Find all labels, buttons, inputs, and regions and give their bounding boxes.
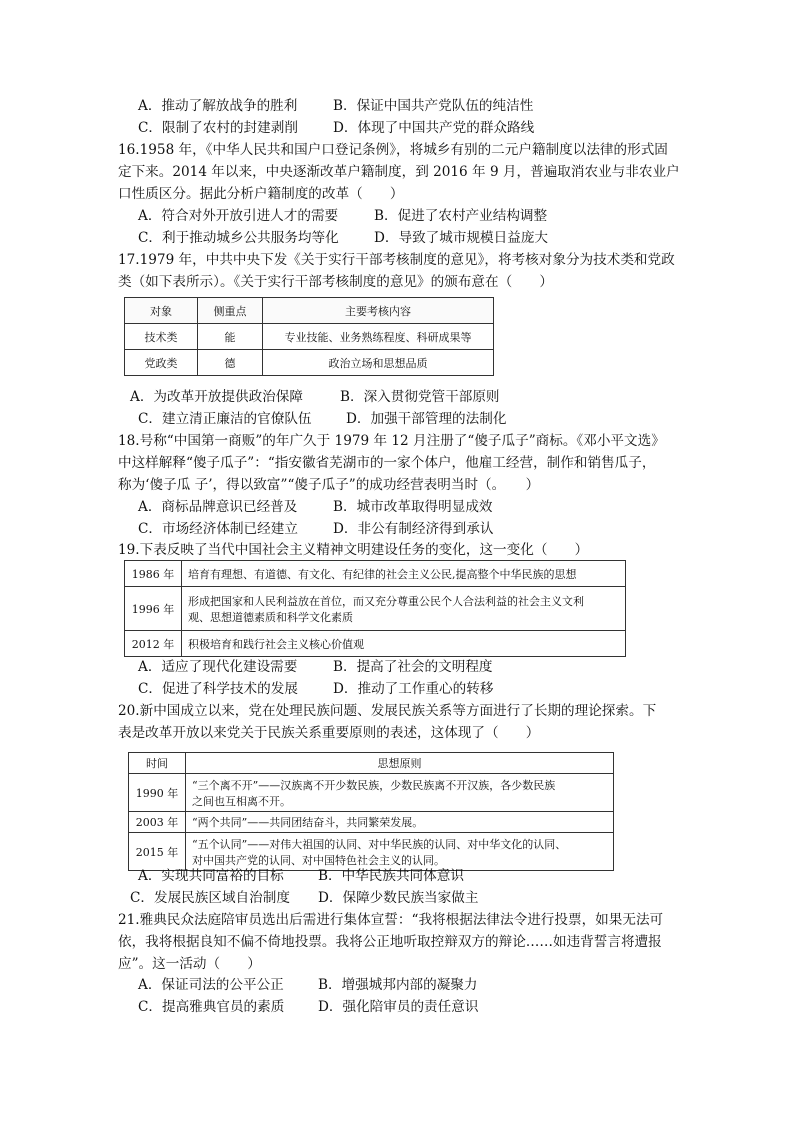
q21-stem-line: 21.雅典民众法庭陪审员选出后需进行集体宣誓：“我将根据法律法令进行投票，如果无法可 <box>118 912 664 928</box>
q18-option-a: A．商标品牌意识已经普及 <box>138 499 298 515</box>
table-header: 时间 <box>129 753 186 774</box>
table-cell-line: 对中国共产党的认同、对中国特色社会主义的认同。 <box>192 853 445 867</box>
q20-option-c: C．发展民族区域自治制度 <box>130 890 290 906</box>
q17-table <box>124 297 494 376</box>
table-cell: 2015 年 <box>129 833 186 871</box>
q16-option-c: C．利于推动城乡公共服务均等化 <box>138 230 339 246</box>
q16-option-b: B．促进了农村产业结构调整 <box>374 208 548 224</box>
q19-option-a: A．适应了现代化建设需要 <box>138 659 298 675</box>
q16-stem-line: 16.1958 年，《中华人民共和国户口登记条例》，将城乡有别的二元户籍制度以法律的形式固 <box>118 142 668 158</box>
q20-option-a: A．实现共同富裕的目标 <box>138 868 284 884</box>
table-cell: 1990 年 <box>129 774 186 812</box>
q17-option-b: B．深入贯彻党管干部原则 <box>340 389 500 405</box>
table-cell <box>186 833 614 871</box>
q18-option-c: C．市场经济体制已经建立 <box>138 521 298 537</box>
q19-option-c: C．促进了科学技术的发展 <box>138 681 298 697</box>
table-cell: 积极培育和践行社会主义核心价值观 <box>182 631 626 657</box>
table-cell: 能 <box>198 324 263 350</box>
table-cell: 2012 年 <box>125 631 182 657</box>
table-header: 侧重点 <box>198 298 263 324</box>
table-cell <box>186 774 614 812</box>
q16-stem-line: 口性质区分。据此分析户籍制度的改革（ ） <box>118 186 404 202</box>
q15-option-b: B．保证中国共产党队伍的纯洁性 <box>333 98 534 114</box>
table-cell: 培育有理想、有道德、有文化、有纪律的社会主义公民,提高整个中华民族的思想 <box>182 561 626 587</box>
q21-option-b: B．增强城邦内部的凝聚力 <box>318 977 478 993</box>
table-header: 对象 <box>125 298 198 324</box>
table-cell <box>182 587 626 631</box>
q18-stem-line: 中这样解释“傻子瓜子”：“指安徽省芜湖市的一家个体户，他雇工经营，制作和销售瓜子， <box>118 455 656 471</box>
q16-option-a: A．符合对外开放引进人才的需要 <box>138 208 339 224</box>
q19-option-b: B．提高了社会的文明程度 <box>333 659 493 675</box>
q20-table <box>128 752 614 871</box>
q17-option-c: C．建立清正廉洁的官僚队伍 <box>138 411 312 427</box>
table-cell-line: 观、思想道德素质和科学文化素质 <box>188 610 353 624</box>
table-cell-line: “五个认同”——对伟大祖国的认同、对中华民族的认同、对中华文化的认同、 <box>192 837 567 851</box>
table-cell: 德 <box>198 350 263 376</box>
table-cell: 专业技能、业务熟练程度、科研成果等 <box>263 324 494 350</box>
q21-stem-line: 依，我将根据良知不偏不倚地投票。我将公正地听取控辩双方的辩论……如违背誓言将遭报 <box>118 934 662 950</box>
q20-stem-line: 表是改革开放以来党关于民族关系重要原则的表述，这体现了（ ） <box>118 725 540 741</box>
q21-stem-line: 应”。这一活动（ ） <box>118 956 261 972</box>
q19-stem-line: 19.下表反映了当代中国社会主义精神文明建设任务的变化，这一变化（ ） <box>118 542 589 558</box>
table-cell: 技术类 <box>125 324 198 350</box>
q18-stem-line: 18.号称“中国第一商贩”的年广久于 1979 年 12 月注册了“傻子瓜子”商标。《邓小平文选》 <box>118 433 665 449</box>
q18-option-d: D．非公有制经济得到承认 <box>333 521 494 537</box>
table-cell: 1986 年 <box>125 561 182 587</box>
table-cell: 1996 年 <box>125 587 182 631</box>
table-header: 思想原则 <box>186 753 614 774</box>
q15-option-c: C．限制了农村的封建剥削 <box>138 120 298 136</box>
q17-stem-line: 17.1979 年，中共中央下发《关于实行干部考核制度的意见》，将考核对象分为技术类和党政 <box>118 252 675 268</box>
table-cell: 政治立场和思想品质 <box>263 350 494 376</box>
q17-stem-line: 类（如下表所示）。《关于实行干部考核制度的意见》的颁布意在（ ） <box>118 274 553 290</box>
q20-option-d: D．保障少数民族当家做主 <box>318 890 479 906</box>
q21-option-a: A．保证司法的公平公正 <box>138 977 284 993</box>
table-cell: 党政类 <box>125 350 198 376</box>
q16-stem-line: 定下来。2014 年以来，中央逐渐改革户籍制度，到 2016 年 9 月，普遍取消农业与非农业户 <box>118 164 680 180</box>
table-cell-line: 形成把国家和人民利益放在首位，而又充分尊重公民个人合法利益的社会主义文利 <box>188 594 584 608</box>
table-cell: “两个共同”——共同团结奋斗，共同繁荣发展。 <box>186 812 614 833</box>
q17-option-a: A．为改革开放提供政治保障 <box>130 389 303 405</box>
q18-option-b: B．城市改革取得明显成效 <box>333 499 493 515</box>
q20-stem-line: 20.新中国成立以来，党在处理民族问题、发展民族关系等方面进行了长期的理论探索。下 <box>118 703 657 719</box>
q16-option-d: D．导致了城市规模日益庞大 <box>374 230 549 246</box>
table-cell-line: “三个离不开”——汉族离不开少数民族，少数民族离不开汉族，各少数民族 <box>192 778 556 792</box>
q18-stem-line: 称为‘傻子瓜 子’，得以致富”“傻子瓜子”的成功经营表明当时（。 ） <box>118 477 540 493</box>
q20-option-b: B．中华民族共同体意识 <box>318 868 464 884</box>
q21-option-d: D．强化陪审员的责任意识 <box>318 999 479 1015</box>
q19-table <box>124 560 626 657</box>
table-header: 主要考核内容 <box>263 298 494 324</box>
table-cell: 2003 年 <box>129 812 186 833</box>
q21-option-c: C．提高雅典官员的素质 <box>138 999 285 1015</box>
q17-option-d: D．加强干部管理的法制化 <box>346 411 507 427</box>
q15-option-a: A．推动了解放战争的胜利 <box>138 98 298 114</box>
q15-option-d: D．体现了中国共产党的群众路线 <box>333 120 535 136</box>
q19-option-d: D．推动了工作重心的转移 <box>333 681 494 697</box>
table-cell-line: 之间也互相离不开。 <box>192 794 291 808</box>
